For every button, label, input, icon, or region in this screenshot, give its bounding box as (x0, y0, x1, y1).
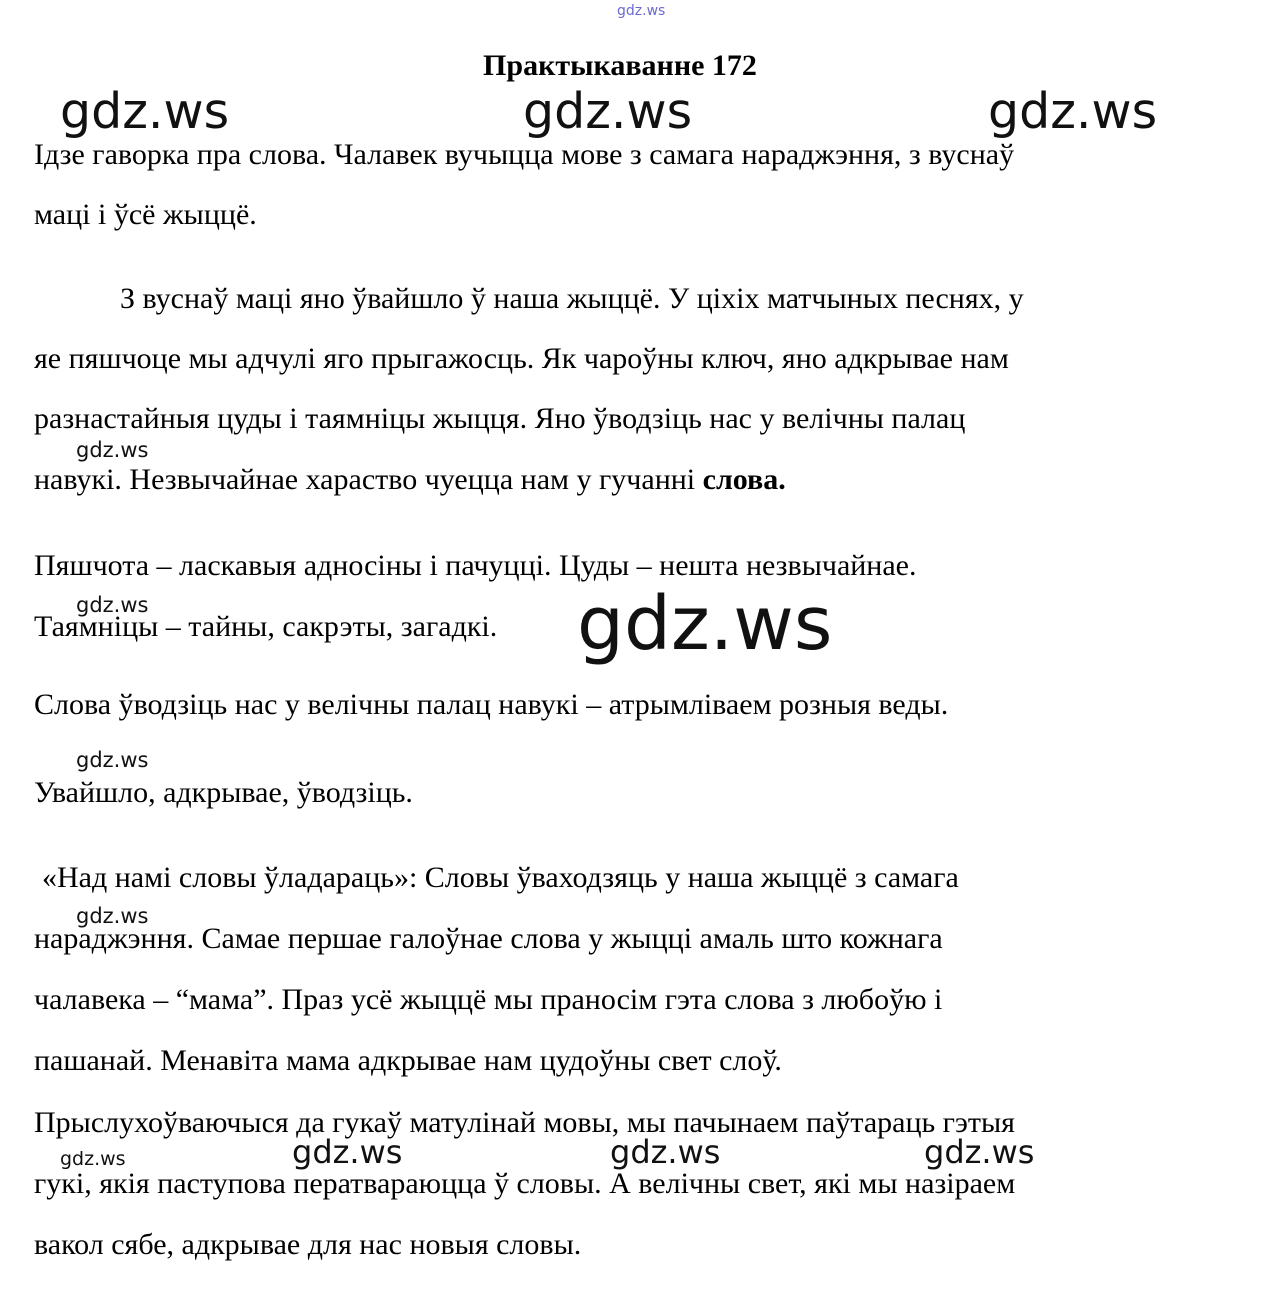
watermark-huge-center: gdz.ws (577, 581, 833, 667)
watermark-small: gdz.ws (76, 904, 149, 928)
bold-word: слова. (702, 463, 786, 496)
text-line: вакол сябе, адкрывае для нас новыя словы. (34, 1228, 582, 1261)
watermark-small: gdz.ws (76, 438, 149, 462)
text-line: разнастайныя цуды і таямніцы жыцця. Яно ўводзіць нас у велічны палац (34, 402, 966, 435)
text-line: Ідзе гаворка пра слова. Чалавек вучыцца мове з самага нараджэння, з вуснаў (34, 138, 1015, 171)
watermark-large-center: gdz.ws (523, 83, 693, 140)
text-line: гукі, якія паступова ператвараюцца ў словы. А велічны свет, які мы назіраем (34, 1167, 1016, 1200)
page-title: Практыкаванне 172 (483, 49, 757, 82)
watermark-medium-left: gdz.ws (292, 1133, 403, 1171)
text-line: пашанай. Менавіта мама адкрывае нам цудоўны свет слоў. (34, 1044, 782, 1077)
watermark-medium-right: gdz.ws (924, 1133, 1035, 1171)
text-line: З вуснаў маці яно ўвайшло ў наша жыццё. У ціхіх матчыных песнях, у (120, 282, 1024, 315)
text-segment: навукі. Незвычайнае хараство чуецца нам у гучанні (34, 463, 703, 496)
watermark-large-left: gdz.ws (60, 83, 230, 140)
watermark-large-right: gdz.ws (988, 83, 1158, 140)
text-line (34, 462, 786, 498)
text-line: Прыслухоўваючыся да гукаў матулінай мовы, мы пачынаем паўтараць гэтыя (34, 1106, 1015, 1139)
text-line: Таямніцы – тайны, сакрэты, загадкі. (34, 610, 498, 643)
text-line: яе пяшчоце мы адчулі яго прыгажосць. Як чароўны ключ, яно адкрывае нам (34, 342, 1009, 375)
text-line: Увайшло, адкрывае, ўводзіць. (34, 776, 413, 809)
text-line: «Над намі словы ўладараць»: Словы ўваходзяць у наша жыццё з самага (42, 861, 959, 894)
text-line: Слова ўводзіць нас у велічны палац навукі – атрымліваем розныя веды. (34, 688, 949, 721)
watermark-small: gdz.ws (60, 1148, 126, 1170)
text-line: Пяшчота – ласкавыя адносіны і пачуцці. Цуды – нешта незвычайнае. (34, 549, 917, 582)
watermark-small: gdz.ws (76, 748, 149, 772)
text-line: нараджэння. Самае першае галоўнае слова у жыцці амаль што кожнага (34, 922, 943, 955)
watermark-medium-center: gdz.ws (610, 1133, 721, 1171)
watermark-small: gdz.ws (76, 593, 149, 617)
text-line: маці і ўсё жыццё. (34, 198, 257, 231)
watermark-top: gdz.ws (617, 3, 666, 19)
text-line: чалавека – “мама”. Праз усё жыццё мы праносім гэта слова з любоўю і (34, 983, 943, 1016)
